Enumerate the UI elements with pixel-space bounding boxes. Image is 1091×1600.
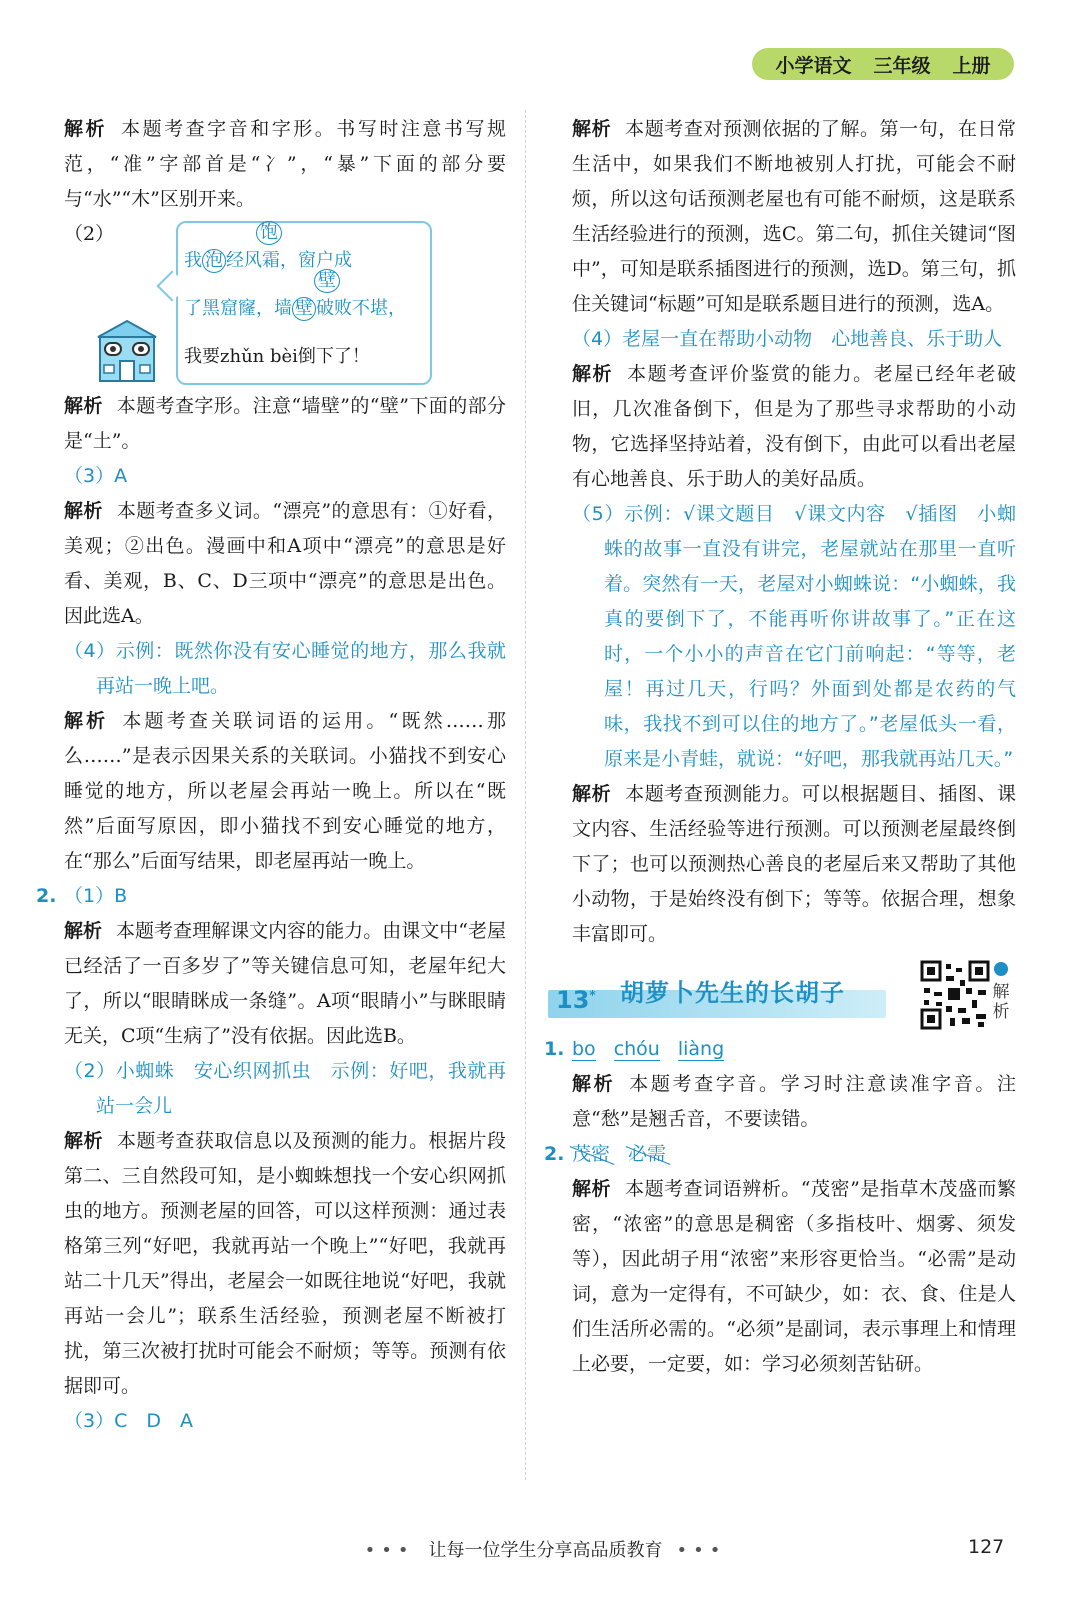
left-column [36, 112, 506, 1439]
page-footer: ••• 让每一位学生分享高品质教育 ••• [364, 1540, 727, 1561]
question-number: 2. [544, 1143, 565, 1165]
page-number: 127 [968, 1536, 1005, 1558]
analysis-paragraph: 解析 本题考查字形。注意“墙壁”的“壁”下面的部分是“土”。 [64, 395, 506, 452]
column-divider [525, 110, 526, 1480]
analysis-paragraph: 解析 本题考查评价鉴赏的能力。老屋已经年老破旧，几次准备倒下，但是为了那些寻求帮助的小动物，它选择坚持站着，没有倒下，由此可以看出老屋有心地善良、乐于助人的美好品质。 [572, 363, 1016, 490]
right-column [544, 112, 1016, 1382]
grade-label: 三年级 [873, 54, 931, 77]
qr-label: 解析 [992, 982, 1010, 1022]
answer-line: 2. （1）B [64, 879, 506, 914]
bubble-line-2: 了黑窟窿，墙 壁 破败不堪， [184, 298, 406, 319]
correction-mark: 壁 [314, 269, 340, 293]
question-number: 2. [36, 885, 57, 907]
header-subject-tag [752, 48, 1014, 80]
answer-line: （5）示例：√课文题目 √课文内容 √插图 小蜘蛛的故事一直没有讲完，老屋就站在那里一直听着。突然有一天，老屋对小蜘蛛说：“小蜘蛛，我真的要倒下了，不能再听你讲故事了。”正在这时，一个小小的声音在它门前响起：“等等，老屋！再过几天，行吗？外面到处都是农药的气味，我找不到可以住的地方了。”老屋低头一看，原来是小青蛙，就说：“好吧，那我就再站几天。” [572, 503, 1016, 770]
answer-line: 1. bo chóu liàng [572, 1032, 1016, 1067]
answer-line: （3）A [64, 465, 128, 487]
comic-illustration [64, 217, 506, 389]
analysis-paragraph: 解析 本题考查理解课文内容的能力。由课文中“老屋已经活了一百多岁了”等关键信息可知，老屋年纪大了，所以“眼睛眯成一条缝”。A项“眼睛小”与眯眼睛无关，C项“生病了”没有依据。因此选B。 [64, 920, 506, 1047]
answer-line: （3）C D A [64, 1410, 193, 1432]
section-number: 13* [556, 986, 596, 1014]
speech-bubble [176, 221, 432, 385]
section-title: 胡萝卜先生的长胡子 [620, 979, 845, 1007]
play-icon [994, 962, 1008, 976]
analysis-paragraph: 解析 本题考查对预测依据的了解。第一句，在日常生活中，如果我们不断地被别人打扰，可能会不耐烦，所以这句话预测老屋也有可能不耐烦，这是联系生活经验进行的预测，选C。第二句，抓住关键词“图中”，可知是联系插图进行的预测，选D。第三句，抓住关键词“标题”可知是联系题目进行的预测，选A。 [572, 118, 1016, 315]
section-heading [556, 960, 1016, 1028]
footer-slogan: 让每一位学生分享高品质教育 [428, 1540, 663, 1561]
bubble-line-3: 我要zhǔn bèi倒下了！ [184, 346, 370, 367]
qr-code-icon[interactable] [920, 960, 990, 1030]
answer-line: 2. 茂密 必需 [572, 1137, 1016, 1172]
analysis-paragraph: 解析 本题考查预测能力。可以根据题目、插图、课文内容、生活经验等进行预测。可以预测老屋最终倒下了；也可以预测热心善良的老屋后来又帮助了其他小动物，于是始终没有倒下；等等。依据合理，想象丰富即可。 [572, 783, 1016, 945]
bubble-line-1: 我 泡 经风霜，窗户成 [184, 250, 352, 271]
analysis-paragraph: 解析 本题考查字音。学习时注意读准字音。注意“愁”是翘舌音，不要读错。 [572, 1073, 1016, 1130]
question-label: （2） [64, 223, 115, 245]
old-house-icon [92, 317, 162, 385]
answer-line: （4）示例：既然你没有安心睡觉的地方，那么我就再站一晚上吧。 [64, 640, 506, 697]
subject-label: 小学语文 [775, 54, 852, 77]
correction-mark: 饱 [256, 221, 282, 245]
analysis-paragraph: 解析 本题考查多义词。“漂亮”的意思有：①好看，美观；②出色。漫画中和A项中“漂亮”的意思是好看、美观，B、C、D三项中“漂亮”的意思是出色。因此选A。 [64, 500, 506, 627]
answer-line: （4）老屋一直在帮助小动物 心地善良、乐于助人 [572, 328, 1003, 350]
volume-label: 上册 [952, 54, 991, 77]
analysis-paragraph: 解析 本题考查字音和字形。书写时注意书写规范，“准”字部首是“冫”，“暴”下面的部分要与“水”“木”区别开来。 [64, 118, 506, 210]
analysis-paragraph: 解析 本题考查获取信息以及预测的能力。根据片段第二、三自然段可知，是小蜘蛛想找一个安心织网抓虫的地方。预测老屋的回答，可以这样预测：通过表格第三列“好吧，我就再站一个晚上”“好吧，我就再站二十几天”得出，老屋会一如既往地说“好吧，我就再站一会儿”；联系生活经验，预测老屋不断被打扰，第三次被打扰时可能会不耐烦；等等。预测有依据即可。 [64, 1130, 506, 1397]
analysis-paragraph: 解析 本题考查关联词语的运用。“既然……那么……”是表示因果关系的关联词。小猫找不到安心睡觉的地方，所以老屋会再站一晚上。所以在“既然”后面写原因，即小猫找不到安心睡觉的地方，在“那么”后面写结果，即老屋再站一晚上。 [64, 710, 506, 872]
question-number: 1. [544, 1038, 565, 1060]
answer-line: （2）小蜘蛛 安心织网抓虫 示例：好吧，我就再站一会儿 [64, 1060, 506, 1117]
analysis-paragraph: 解析 本题考查词语辨析。“茂密”是指草木茂盛而繁密，“浓密”的意思是稠密（多指枝叶、烟雾、须发等），因此胡子用“浓密”来形容更恰当。“必需”是动词，意为一定得有，不可缺少，如：衣、食、住是人们生活所必需的。“必须”是副词，表示事理上和情理上必要，一定要，如：学习必须刻苦钻研。 [572, 1178, 1016, 1375]
